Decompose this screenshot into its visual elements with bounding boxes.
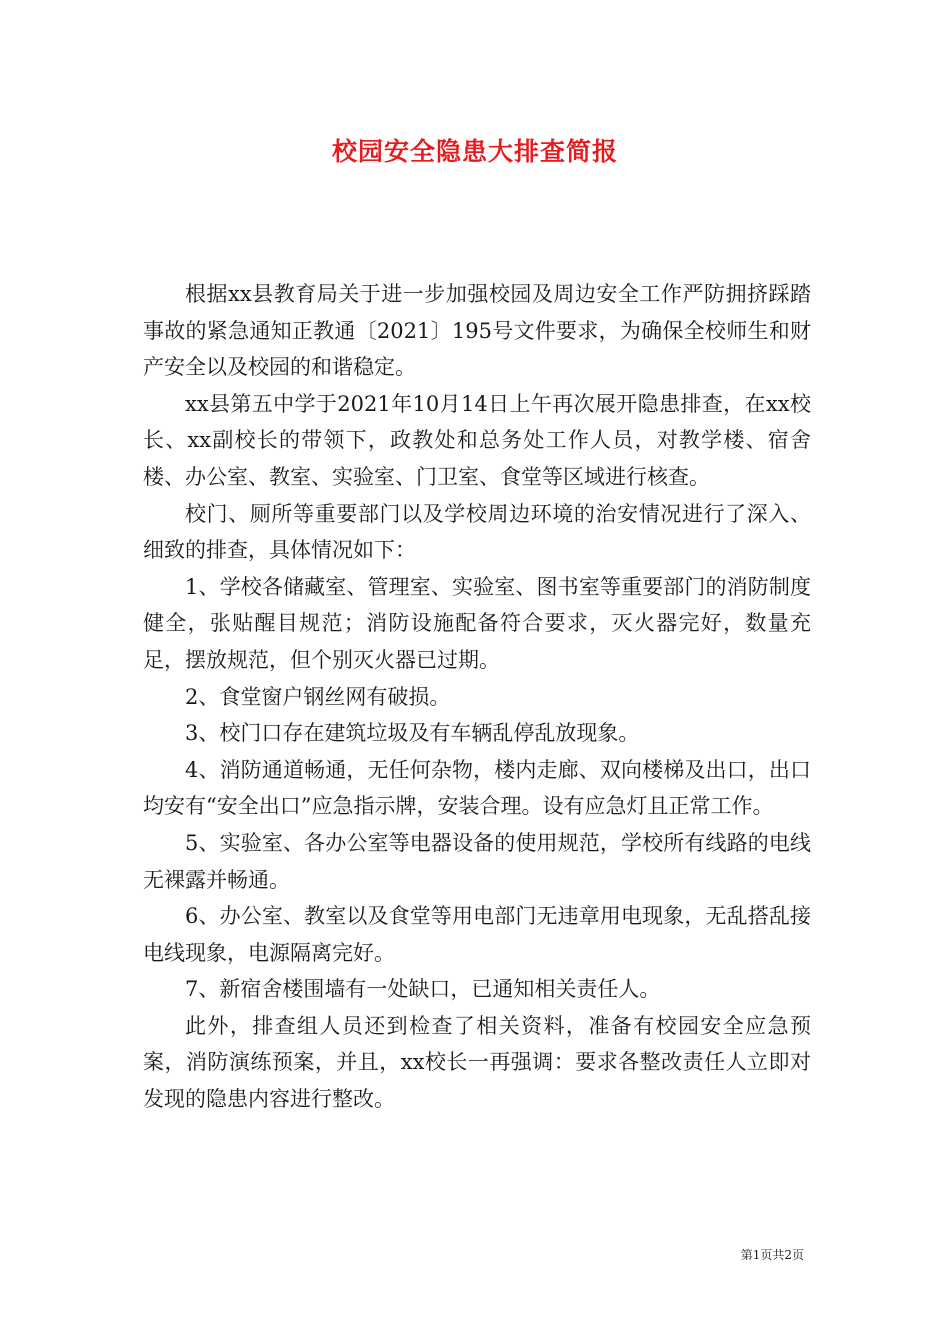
paragraph-item-1: 1、学校各储藏室、管理室、实验室、图书室等重要部门的消防制度健全，张贴醒目规范；消防设施配备符合要求，灭火器完好，数量充足，摆放规范，但个别灭火器已过期。 (143, 574, 811, 672)
paragraph-item-4: 4、消防通道畅通，无任何杂物，楼内走廊、双向楼梯及出口，出口均安有“安全出口”应急指示牌，安装合理。设有应急灯且正常工作。 (143, 757, 811, 819)
document-title: 校园安全隐患大排查简报 (331, 137, 618, 166)
paragraph-item-5: 5、实验室、各办公室等电器设备的使用规范，学校所有线路的电线无裸露并畅通。 (143, 830, 811, 892)
paragraph-intro: 根据xx县教育局关于进一步加强校园及周边安全工作严防拥挤踩踏事故的紧急通知正教通〔2021〕195号文件要求，为确保全校师生和财产安全以及校园的和谐稳定。 (143, 282, 811, 380)
paragraph-item-7: 7、新宿舍楼围墙有一处缺口，已通知相关责任人。 (185, 977, 661, 1002)
paragraph-item-6: 6、办公室、教室以及食堂等用电部门无违章用电现象，无乱搭乱接电线现象，电源隔离完好。 (143, 904, 811, 965)
document-body (143, 276, 811, 1118)
paragraph-item-2: 2、食堂窗户钢丝网有破损。 (185, 684, 451, 709)
paragraph-item-3: 3、校门口存在建筑垃圾及有车辆乱停乱放现象。 (185, 721, 640, 746)
paragraph-inspection: xx县第五中学于2021年10月14日上午再次展开隐患排查，在xx校长、xx副校长的带领下，政教处和总务处工作人员，对教学楼、宿舍楼、办公室、教室、实验室、门卫室、食堂等区域进行核查。 (143, 391, 811, 489)
page-number: 第1页共2页 (740, 1248, 804, 1262)
paragraph-scope: 校门、厕所等重要部门以及学校周边环境的治安情况进行了深入、细致的排查，具体情况如下： (143, 501, 811, 563)
paragraph-conclusion: 此外，排查组人员还到检查了相关资料，准备有校园安全应急预案，消防演练预案，并且，xx校长一再强调：要求各整改责任人立即对发现的隐患内容进行整改。 (143, 1013, 811, 1112)
